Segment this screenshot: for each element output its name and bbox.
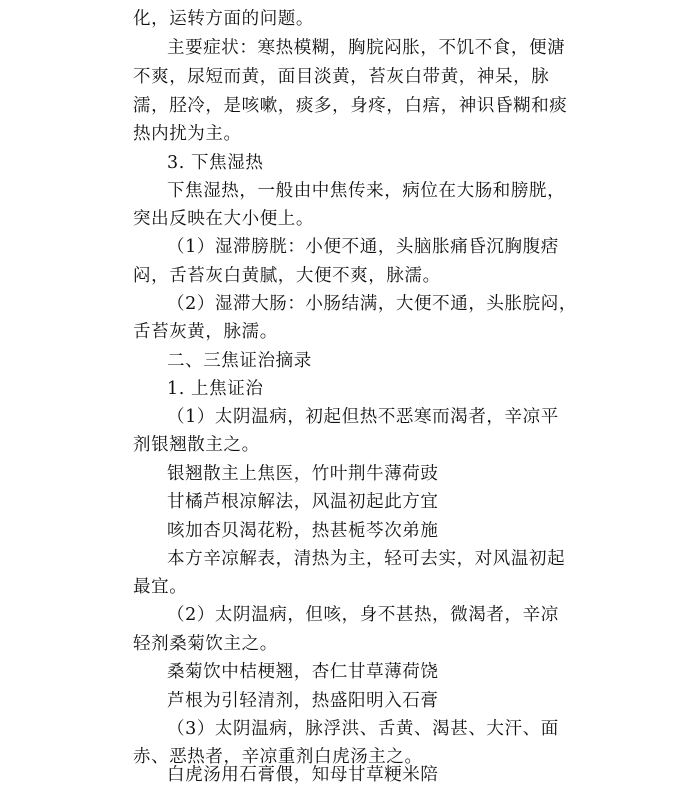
text-line: 剂银翘散主之。 bbox=[133, 435, 260, 455]
verse-line: 桑菊饮中桔梗翘，杏仁甘草薄荷饶 bbox=[167, 662, 439, 682]
text-line: 濡，胫冷，是咳嗽，痰多，身疼，白痦，神识昏糊和痰 bbox=[133, 96, 568, 116]
verse-line: 银翘散主上焦医，竹叶荆牛薄荷豉 bbox=[167, 464, 439, 484]
text-line: 赤、恶热者，辛凉重剂白虎汤主之。 bbox=[133, 747, 423, 767]
verse-line: 咳加杏贝渴花粉，热甚栀芩次弟施 bbox=[167, 521, 439, 541]
text-line: （1）湿滞膀胱：小便不通，头脑胀痛昏沉胸腹痞 bbox=[167, 237, 559, 257]
text-line: 本方辛凉解表，清热为主，轻可去实，对风温初起 bbox=[167, 549, 566, 569]
text-line: （1）太阴温病，初起但热不恶寒而渴者，辛凉平 bbox=[167, 407, 559, 427]
verse-line: 白虎汤用石膏偎，知母甘草粳米陪 bbox=[167, 765, 439, 785]
text-line: （2）湿滞大肠：小肠结满，大便不通，头胀脘闷， bbox=[167, 294, 577, 314]
text-line: 不爽，尿短而黄，面目淡黄，苔灰白带黄，神呆，脉 bbox=[133, 67, 550, 87]
text-line: 最宜。 bbox=[133, 577, 188, 597]
text-line: （2）太阴温病，但咳，身不甚热，微渴者，辛凉 bbox=[167, 605, 559, 625]
verse-line: 甘橘芦根凉解法，风温初起此方宜 bbox=[167, 492, 439, 512]
text-line: （3）太阴温病，脉浮洪、舌黄、渴甚、大汗、面 bbox=[167, 719, 559, 739]
text-line: 舌苔灰黄，脉濡。 bbox=[133, 322, 278, 342]
text-line: 热内扰为主。 bbox=[133, 124, 242, 144]
text-line: 突出反映在大小便上。 bbox=[133, 209, 314, 229]
section-heading: 1. 上焦证治 bbox=[167, 379, 264, 399]
text-line: 下焦湿热，一般由中焦传来，病位在大肠和膀胱， bbox=[167, 181, 566, 201]
section-heading: 3. 下焦湿热 bbox=[167, 153, 264, 173]
text-line: 化，运转方面的问题。 bbox=[133, 9, 314, 29]
text-line: 闷，舌苔灰白黄腻，大便不爽，脉濡。 bbox=[133, 266, 441, 286]
section-heading: 二、三焦证治摘录 bbox=[167, 351, 312, 371]
text-line: 轻剂桑菊饮主之。 bbox=[133, 634, 278, 654]
verse-line: 芦根为引轻清剂，热盛阳明入石膏 bbox=[167, 691, 439, 711]
text-line: 主要症状：寒热模糊，胸脘闷胀，不饥不食，便溏 bbox=[167, 38, 566, 58]
